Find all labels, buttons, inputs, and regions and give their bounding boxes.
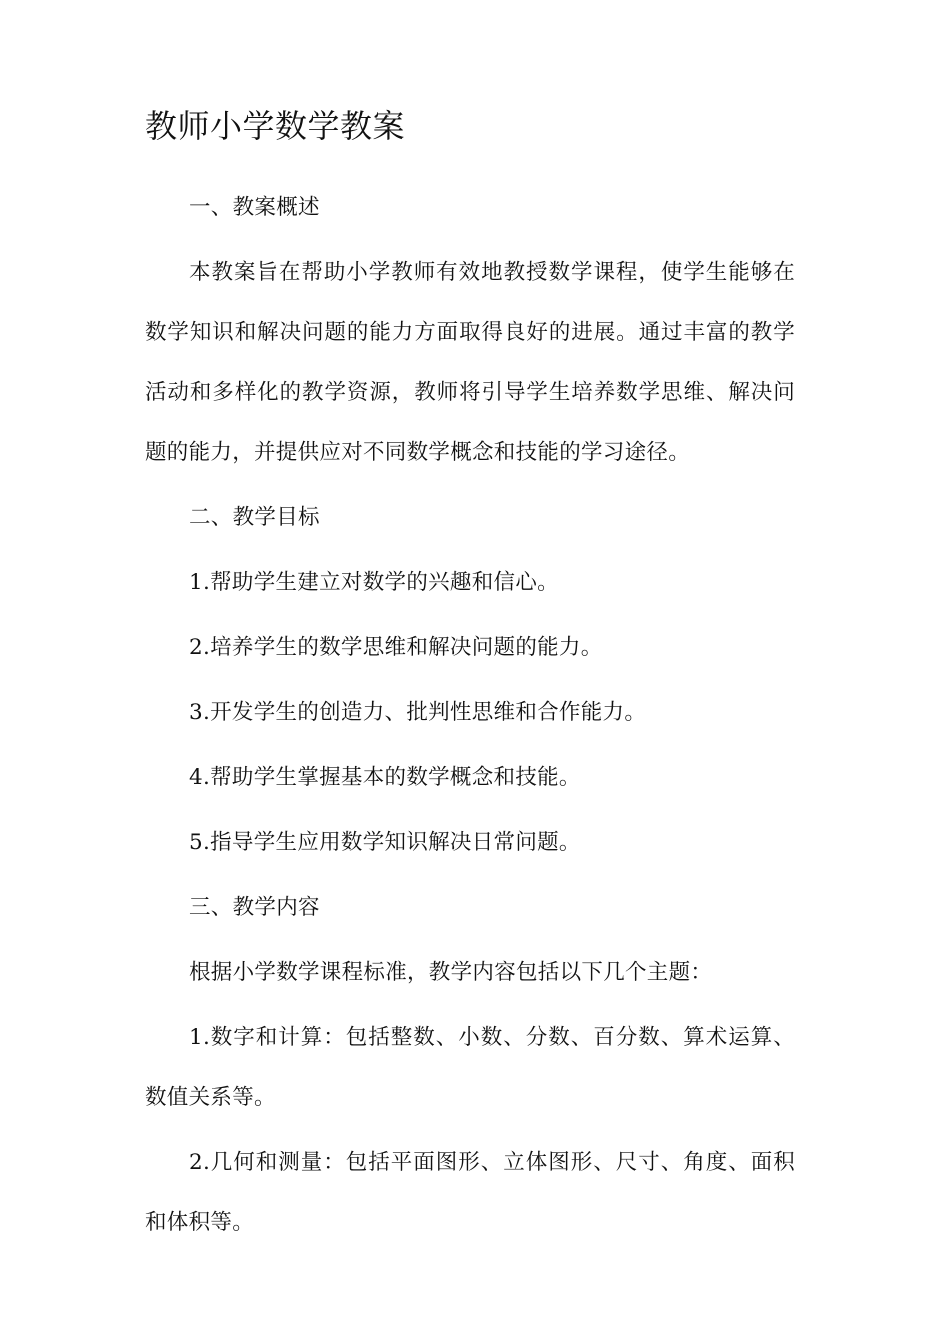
section-heading-content: 三、教学内容 <box>189 895 320 920</box>
content-intro-paragraph: 根据小学数学课程标准，教学内容包括以下几个主题： <box>189 960 713 985</box>
overview-paragraph: 本教案旨在帮助小学教师有效地教授数学课程，使学生能够在数学知识和解决问题的能力方面取得良好的进展。通过丰富的教学活动和多样化的教学资源，教师将引导学生培养数学思维、解决问题的能力，并提供应对不同数学概念和技能的学习途径。 <box>145 260 795 465</box>
document-body <box>145 178 795 1253</box>
document-title: 教师小学数学教案 <box>145 107 406 145</box>
objective-item-1: 1.帮助学生建立对数学的兴趣和信心。 <box>189 570 559 595</box>
content-item-2: 2.几何和测量：包括平面图形、立体图形、尺寸、角度、面积和体积等。 <box>145 1150 795 1235</box>
objective-item-3: 3.开发学生的创造力、批判性思维和合作能力。 <box>189 700 647 725</box>
content-item-1: 1.数字和计算：包括整数、小数、分数、百分数、算术运算、数值关系等。 <box>145 1025 795 1110</box>
section-heading-overview: 一、教案概述 <box>189 195 320 220</box>
objective-item-4: 4.帮助学生掌握基本的数学概念和技能。 <box>189 765 581 790</box>
section-heading-objectives: 二、教学目标 <box>189 505 320 530</box>
objective-item-2: 2.培养学生的数学思维和解决问题的能力。 <box>189 635 603 660</box>
objective-item-5: 5.指导学生应用数学知识解决日常问题。 <box>189 830 581 855</box>
